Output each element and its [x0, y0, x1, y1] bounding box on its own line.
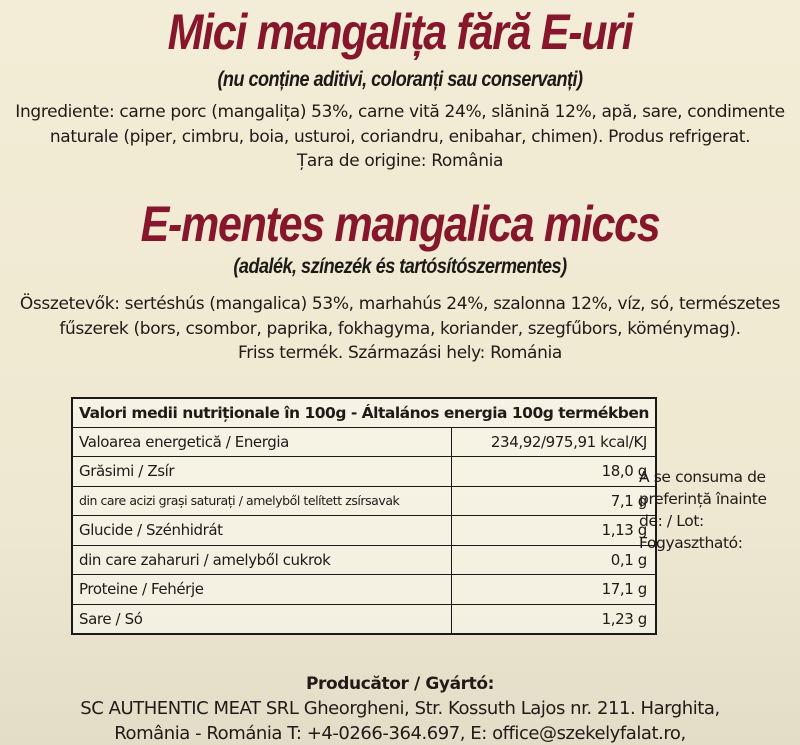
producer-contact: România - Románia T: +4-0266-364.697, E: office@szekelyfalat.ro,	[114, 723, 686, 744]
nutrition-table	[71, 397, 657, 635]
origin-line: Friss termék. Származási hely: Románia	[238, 343, 562, 363]
producer-details	[0, 696, 800, 745]
table-row	[72, 575, 656, 605]
best-before-line: Fogyasztható:	[639, 534, 743, 552]
best-before-line: de: / Lot:	[639, 512, 704, 530]
ingredients-romanian	[0, 100, 800, 174]
nutrient-value: 1,13 g	[452, 516, 656, 546]
nutrient-label: Glucide / Szénhidrát	[72, 516, 452, 546]
nutrient-label: Sare / Só	[72, 604, 452, 634]
nutrient-value: 17,1 g	[452, 575, 656, 605]
nutrition-header-row	[72, 398, 656, 427]
producer-address: SC AUTHENTIC MEAT SRL Gheorgheni, Str. Kossuth Lajos nr. 211. Harghita,	[80, 698, 720, 719]
nutrient-value: 7,1 g	[452, 486, 656, 516]
nutrient-label: Valoarea energetică / Energia	[72, 427, 452, 457]
best-before-line: preferință înainte	[639, 490, 767, 508]
ingredients-line: Ingrediente: carne porc (mangalița) 53%, carne vită 24%, slănină 12%, apă, sare, condimente	[15, 102, 785, 122]
table-row	[72, 427, 656, 457]
best-before-line: A se consuma de	[639, 468, 766, 486]
nutrition-header: Valori medii nutriționale în 100g - Általános energia 100g termékben	[72, 398, 656, 427]
product-subtitle-hungarian: (adalék, színezék és tartósítószermentes)	[233, 255, 567, 278]
product-subtitle-romanian: (nu conține aditivi, coloranți sau conservanți)	[217, 68, 583, 91]
nutrient-label: Grăsimi / Zsír	[72, 457, 452, 487]
table-row	[72, 516, 656, 546]
table-row	[72, 545, 656, 575]
nutrient-label: din care zaharuri / amelyből cukrok	[72, 545, 452, 575]
origin-line: Țara de origine: România	[296, 151, 504, 171]
product-title-hungarian: E-mentes mangalica miccs	[140, 196, 660, 252]
table-row	[72, 457, 656, 487]
best-before-block	[639, 466, 767, 554]
product-title-romanian: Mici mangalița fără E-uri	[167, 4, 633, 60]
nutrient-value: 1,23 g	[452, 604, 656, 634]
nutrient-label: Proteine / Fehérje	[72, 575, 452, 605]
nutrient-value: 0,1 g	[452, 545, 656, 575]
ingredients-line: fűszerek (bors, csombor, paprika, fokhagyma, koriander, szegfűbors, köménymag).	[59, 318, 741, 339]
ingredients-hungarian	[0, 292, 800, 366]
nutrient-value: 234,92/975,91 kcal/KJ	[452, 427, 656, 457]
table-row	[72, 486, 656, 516]
nutrient-value: 18,0 g	[452, 457, 656, 487]
nutrient-label: din care acizi grași saturați / amelyből telített zsírsavak	[72, 486, 452, 516]
ingredients-line: Összetevők: sertéshús (mangalica) 53%, marhahús 24%, szalonna 12%, víz, só, természetes	[19, 294, 781, 314]
ingredients-line: naturale (piper, cimbru, boia, usturoi, coriandru, enibahar, chimen). Produs refrigerat.	[49, 126, 751, 147]
producer-title: Producător / Gyártó:	[305, 674, 495, 694]
table-row	[72, 604, 656, 634]
